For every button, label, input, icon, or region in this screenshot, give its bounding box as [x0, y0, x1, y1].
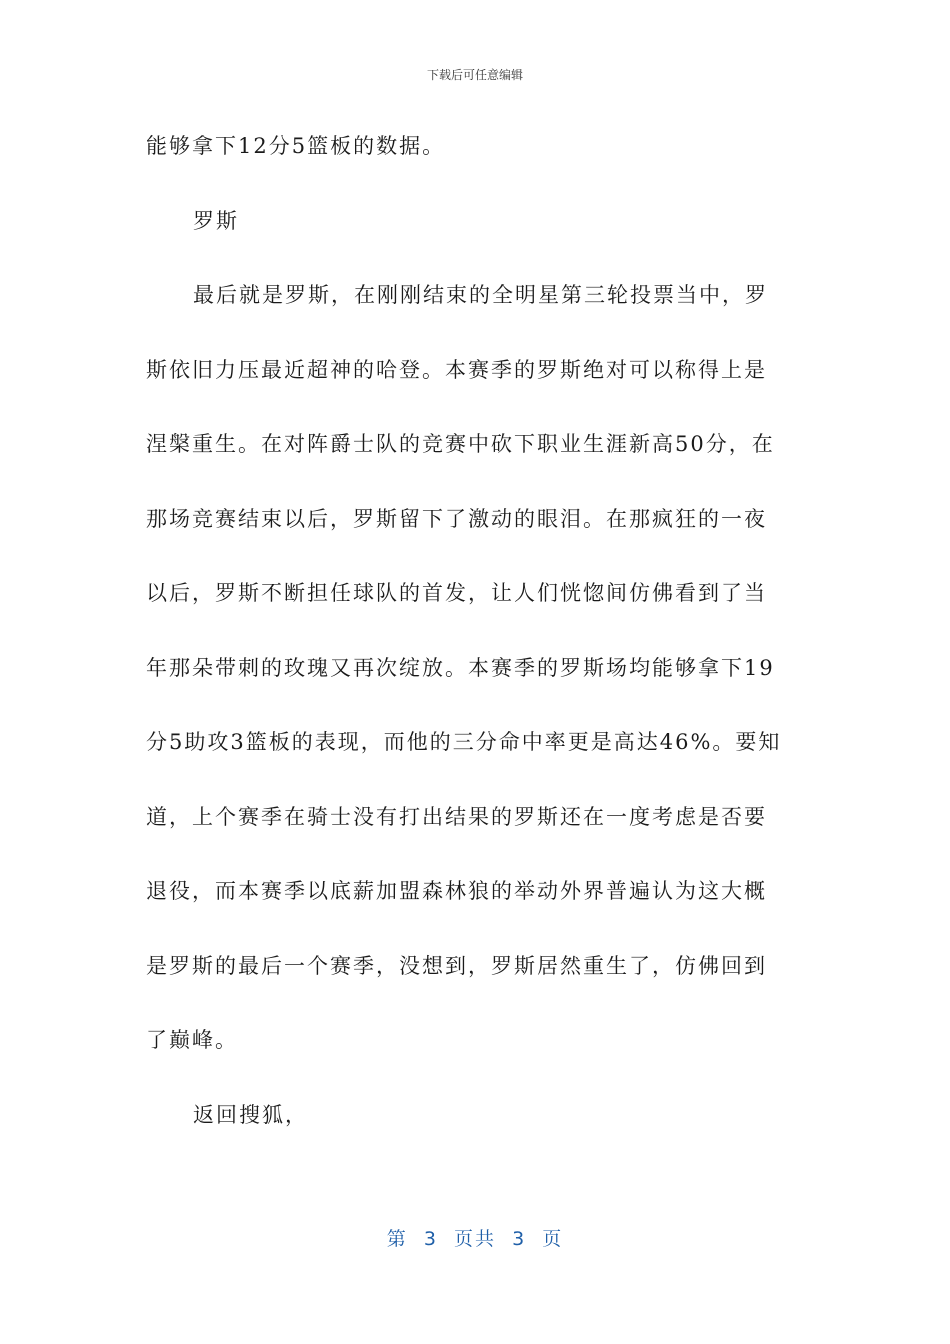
section-heading: 罗斯 — [193, 208, 239, 233]
text-line: 斯依旧力压最近超神的哈登。本赛季的罗斯绝对可以称得上是 — [146, 357, 767, 382]
text-line: 返回搜狐， — [193, 1102, 308, 1127]
text-line: 那场竞赛结束以后，罗斯留下了激动的眼泪。在那疯狂的一夜 — [146, 506, 767, 531]
text-line: 能够拿下12分5篮板的数据。 — [146, 134, 446, 158]
text-line: 了巅峰。 — [146, 1028, 238, 1052]
text-line: 分5助攻3篮板的表现，而他的三分命中率更是高达46%。要知 — [146, 730, 782, 754]
text-line: 是罗斯的最后一个赛季，没想到，罗斯居然重生了，仿佛回到 — [146, 953, 767, 978]
header-note: 下载后可任意编辑 — [426, 68, 523, 82]
text-line: 以后，罗斯不断担任球队的首发，让人们恍惚间仿佛看到了当 — [146, 581, 767, 605]
text-line: 道，上个赛季在骑士没有打出结果的罗斯还在一度考虑是否要 — [146, 804, 767, 829]
page-number — [0, 1224, 950, 1251]
document-body — [146, 127, 806, 1170]
text-line: 最后就是罗斯，在刚刚结束的全明星第三轮投票当中，罗 — [193, 283, 768, 307]
text-line: 涅槃重生。在对阵爵士队的竞赛中砍下职业生涯新高50分，在 — [146, 432, 775, 456]
page-number-label: 第 3 页共 3 页 — [386, 1228, 564, 1250]
text-line: 退役，而本赛季以底薪加盟森林狼的举动外界普遍认为这大概 — [146, 879, 767, 903]
text-line: 年那朵带刺的玫瑰又再次绽放。本赛季的罗斯场均能够拿下19 — [146, 655, 775, 680]
